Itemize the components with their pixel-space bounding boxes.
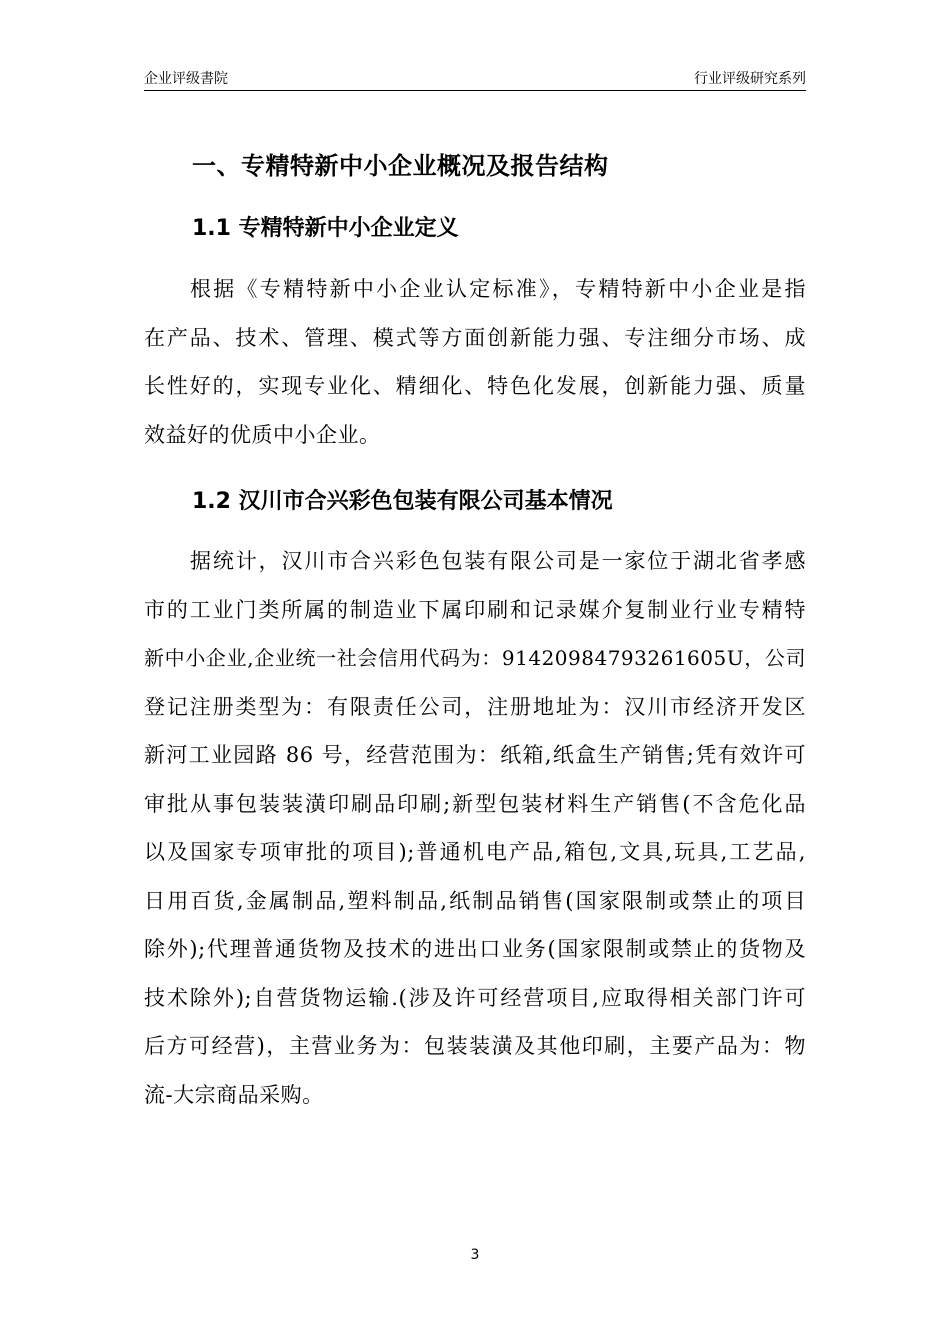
paragraph-line: 新中小企业,企业统一社会信用代码为：91420984793261605U，公司 <box>144 646 806 670</box>
paragraph-line: 在产品、技术、管理、模式等方面创新能力强、专注细分市场、成 <box>144 325 806 350</box>
header-left-text: 企业评级書院 <box>144 71 228 87</box>
subsection-title-company-info: 1.2 汉川市合兴彩色包装有限公司基本情况 <box>192 489 613 514</box>
paragraph-line: 据统计，汉川市合兴彩色包装有限公司是一家位于湖北省孝感 <box>190 549 806 573</box>
paragraph-line: 日用百货,金属制品,塑料制品,纸制品销售(国家限制或禁止的项目 <box>144 888 806 913</box>
page-header <box>144 66 806 91</box>
paragraph-line: 流-大宗商品采购。 <box>144 1082 324 1107</box>
paragraph-line: 效益好的优质中小企业。 <box>144 422 381 447</box>
company-info-paragraph <box>144 537 806 1119</box>
paragraph-line: 市的工业门类所属的制造业下属印刷和记录媒介复制业行业专精特 <box>144 597 806 622</box>
paragraph-line: 登记注册类型为：有限责任公司，注册地址为：汉川市经济开发区 <box>144 694 806 719</box>
paragraph-line: 审批从事包装装潢印刷品印刷;新型包装材料生产销售(不含危化品 <box>144 791 806 816</box>
section-title: 一、专精特新中小企业概况及报告结构 <box>192 152 609 180</box>
paragraph-line: 长性好的，实现专业化、精细化、特色化发展，创新能力强、质量 <box>144 374 806 398</box>
paragraph-line: 后方可经营)，主营业务为：包装装潢及其他印刷，主要产品为：物 <box>144 1034 806 1058</box>
subsection-title-definition: 1.1 专精特新中小企业定义 <box>192 216 459 241</box>
paragraph-line: 新河工业园路 86 号，经营范围为：纸箱,纸盒生产销售;凭有效许可 <box>144 743 806 767</box>
paragraph-line: 根据《专精特新中小企业认定标准》，专精特新中小企业是指 <box>190 277 806 301</box>
page-number: 3 <box>470 1247 480 1263</box>
paragraph-line: 技术除外);自营货物运输.(涉及许可经营项目,应取得相关部门许可 <box>144 985 806 1010</box>
definition-paragraph <box>144 265 806 459</box>
header-right-text: 行业评级研究系列 <box>694 71 806 87</box>
paragraph-line: 除外);代理普通货物及技术的进出口业务(国家限制或禁止的货物及 <box>144 937 806 961</box>
paragraph-line: 以及国家专项审批的项目);普通机电产品,箱包,文具,玩具,工艺品, <box>144 840 806 864</box>
